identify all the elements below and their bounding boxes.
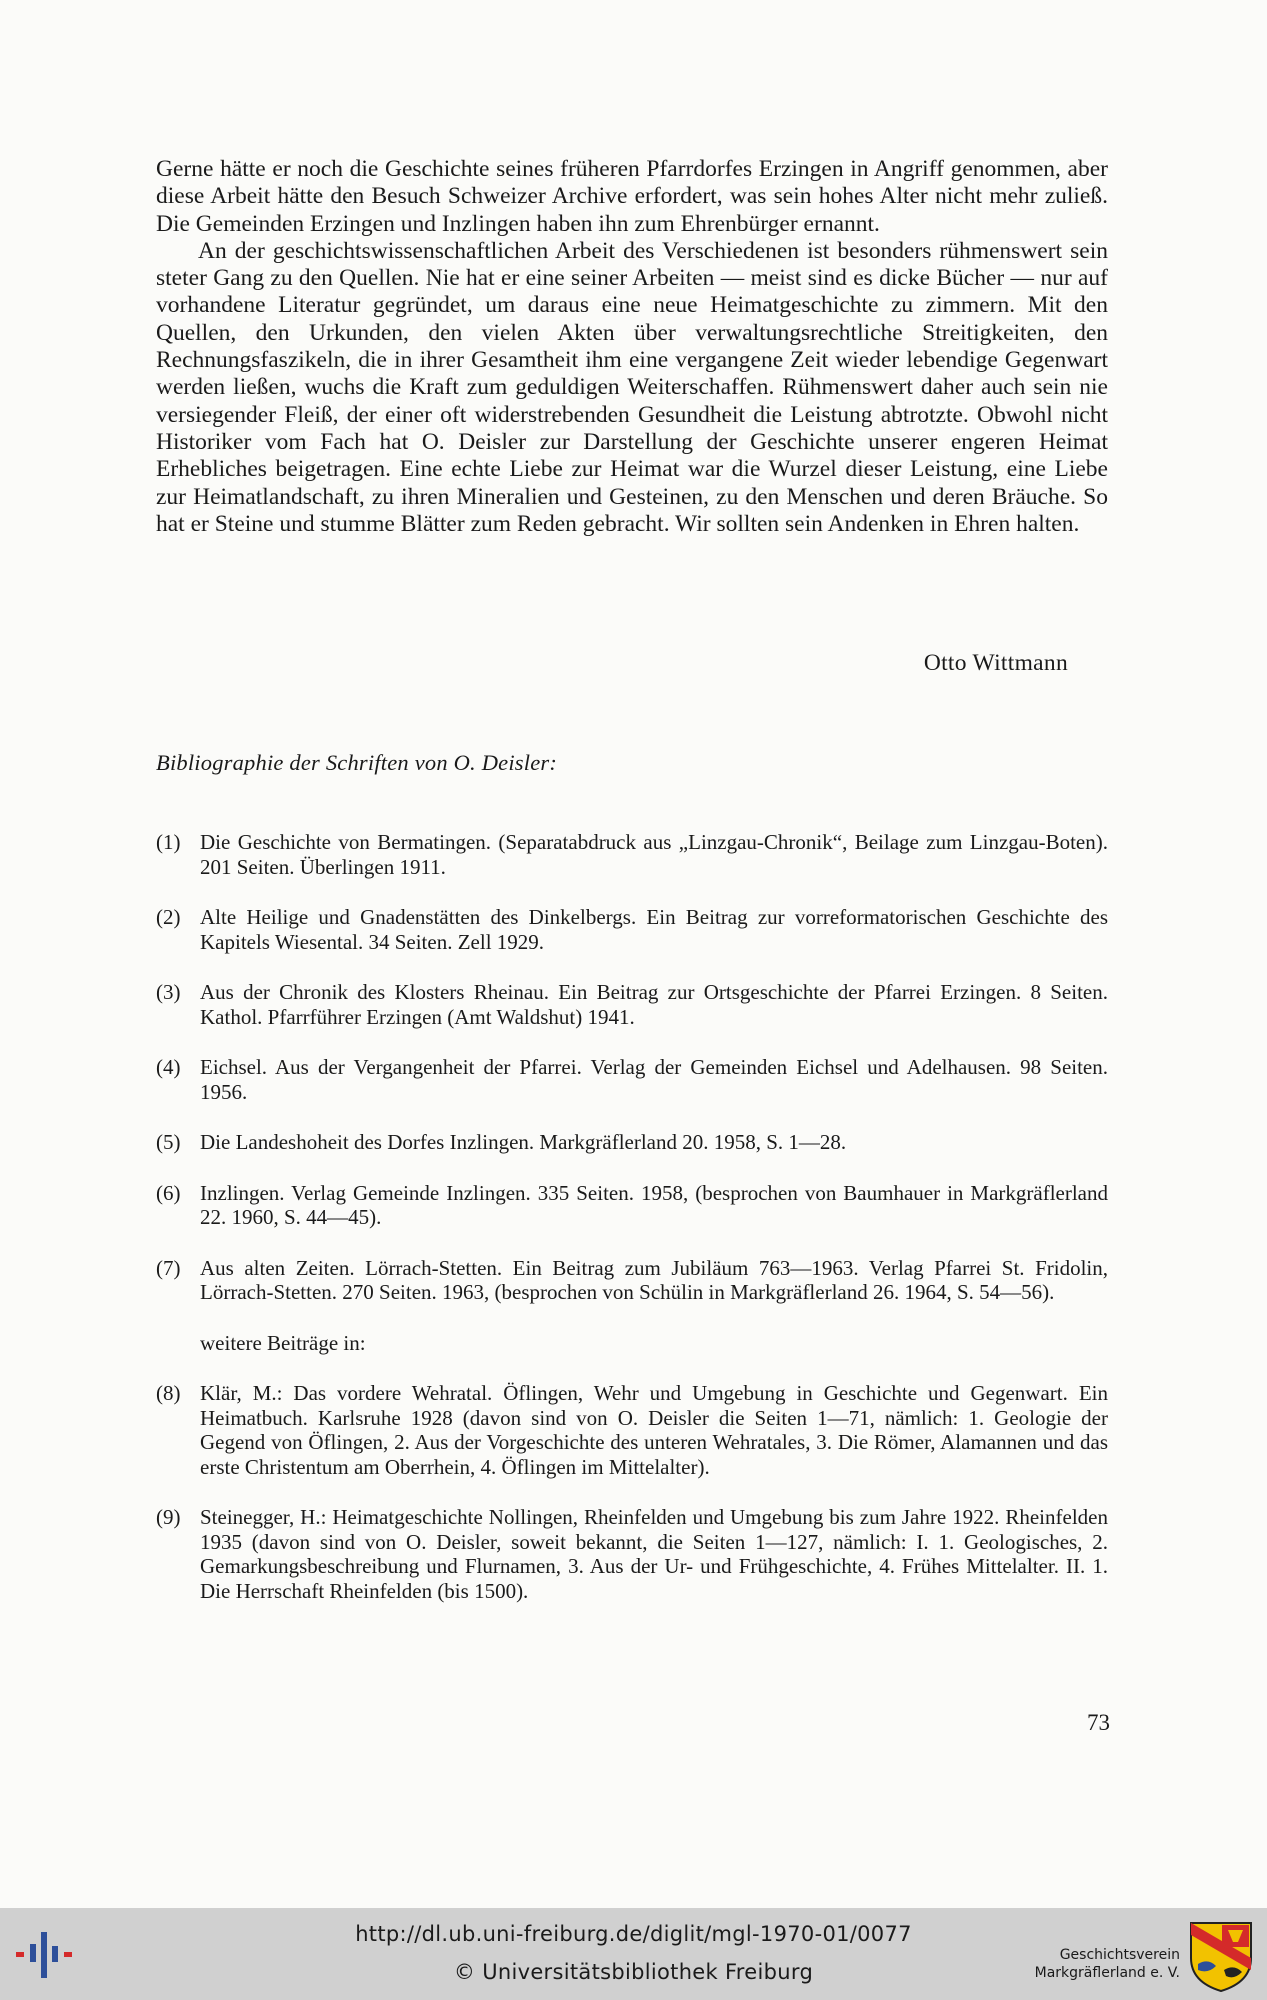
bibliography-heading: Bibliographie der Schriften von O. Deisler: (156, 750, 558, 775)
viewer-footer (0, 1908, 1267, 2000)
society-line-1: Geschichtsverein (1059, 1947, 1180, 1963)
paragraph-2: An der geschichtswissenschaftlichen Arbeit des Verschiedenen ist besonders rühmenswert sein steter Gang zu den Quellen. Nie hat er eine seiner Arbeiten — meist sind es dicke Bücher — nur auf vorhandene Literatur gegründet, um daraus eine neue Heimatgeschichte zu zimmern. Mit den Quellen, den Urkunden, den vielen Akten über verwaltungsrechtliche Streitigkeiten, den Rechnungsfaszikeln, die in ihrer Gesamtheit ihm eine vergangene Zeit wieder lebendige Gegenwart werden ließen, wuchs die Kraft zum geduldigen Weiterschaffen. Rühmenswert daher auch sein nie versiegender Fleiß, der einer oft widerstrebenden Gesundheit die Leistung abtrotzte. Obwohl nicht Historiker vom Fach hat O. Deisler zur Darstellung der Geschichte unserer engeren Heimat Erhebliches beigetragen. Eine echte Liebe zur Heimat war die Wurzel dieser Leistung, eine Liebe zur Heimatlandschaft, zu ihren Mineralien und Gesteinen, zu den Menschen und deren Bräuche. So hat er Steine und stumme Blätter zum Reden gebracht. Wir sollten sein Andenken in Ehren halten. (156, 237, 1108, 537)
bibliography-entry (156, 830, 1108, 879)
bibliography-entry (156, 1505, 1108, 1603)
entry-number: (5) (156, 1130, 181, 1154)
entry-text: Inzlingen. Verlag Gemeinde Inzlingen. 335 Seiten. 1958, (besprochen von Baumhauer in Markgräflerland 22. 1960, S. 44—45). (200, 1180, 1108, 1229)
coat-of-arms-icon (1188, 1920, 1254, 1994)
bibliography-subheading: weitere Beiträge in: (200, 1330, 366, 1355)
society-line-2: Markgräflerland e. V. (1034, 1965, 1180, 1981)
entry-number: (9) (156, 1505, 181, 1529)
paragraph-1: Gerne hätte er noch die Geschichte seines früheren Pfarrdorfes Erzingen in Angriff genommen, aber diese Arbeit hätte den Besuch Schweizer Archive erfordert, was sein hohes Alter nicht mehr zuließ. Die Gemeinden Erzingen und Inzlingen haben ihn zum Ehrenbürger ernannt. (156, 156, 1108, 237)
bibliography-entry (156, 1130, 1108, 1155)
bibliography-list (156, 830, 1108, 1629)
document-url[interactable]: http://dl.ub.uni-freiburg.de/diglit/mgl-1970-01/0077 (355, 1922, 912, 1946)
bibliography-entry (156, 1381, 1108, 1479)
entry-text: Aus alten Zeiten. Lörrach-Stetten. Ein Beitrag zum Jubiläum 763—1963. Verlag Pfarrei St. Fridolin, Lörrach-Stetten. 270 Seiten. 1963, (besprochen von Schülin in Markgräflerland 26. 1964, S. 54—56). (200, 1255, 1108, 1304)
author-signature: Otto Wittmann (923, 650, 1068, 676)
entry-number: (8) (156, 1381, 181, 1405)
bibliography-entry (156, 1055, 1108, 1104)
entry-text: Die Landeshoheit des Dorfes Inzlingen. Markgräflerland 20. 1958, S. 1—28. (200, 1130, 847, 1154)
bibliography-entry (156, 1256, 1108, 1305)
entry-text: Aus der Chronik des Klosters Rheinau. Ein Beitrag zur Ortsgeschichte der Pfarrei Erzingen. 8 Seiten. Kathol. Pfarrführer Erzingen (Amt Waldshut) 1941. (200, 980, 1108, 1029)
entry-text: Klär, M.: Das vordere Wehratal. Öflingen, Wehr und Umgebung in Geschichte und Gegenwart. Ein Heimatbuch. Karlsruhe 1928 (davon sind von O. Deisler die Seiten 1—71, nämlich: 1. Geologie der Gegend von Öflingen, 2. Aus der Vorgeschichte des unteren Wehratales, 3. Die Römer, Alamannen und das erste Christentum am Oberrhein, 4. Öflingen im Mittelalter). (200, 1381, 1108, 1479)
entry-text: Die Geschichte von Bermatingen. (Separatabdruck aus „Linzgau-Chronik“, Beilage zum Linzgau-Boten). 201 Seiten. Überlingen 1911. (200, 830, 1108, 879)
entry-text: Steinegger, H.: Heimatgeschichte Nollingen, Rheinfelden und Umgebung bis zum Jahre 1922. Rheinfelden 1935 (davon sind von O. Deisler, soweit bekannt, die Seiten 1—127, nämlich: I. 1. Geologisches, 2. Gemarkungsbeschreibung und Flurnamen, 3. Aus der Ur- und Frühgeschichte, 4. Frühes Mittelalter. II. 1. Die Herrschaft Rheinfelden (bis 1500). (200, 1505, 1108, 1603)
entry-number: (7) (156, 1255, 181, 1280)
bibliography-entry (156, 980, 1108, 1029)
entry-number: (4) (156, 1055, 181, 1079)
bibliography-entry (156, 905, 1108, 954)
entry-number: (2) (156, 905, 181, 929)
copyright-notice: © Universitätsbibliothek Freiburg (453, 1960, 814, 1984)
article-text (156, 156, 1108, 538)
entry-number: (6) (156, 1180, 181, 1205)
entry-text: Alte Heilige und Gnadenstätten des Dinkelbergs. Ein Beitrag zur vorreformatorischen Geschichte des Kapitels Wiesental. 34 Seiten. Zell 1929. (200, 905, 1108, 954)
society-name (1000, 1946, 1180, 1982)
entry-number: (1) (156, 830, 181, 854)
page-number: 73 (1087, 1710, 1110, 1735)
entry-number: (3) (156, 980, 181, 1004)
entry-text: Eichsel. Aus der Vergangenheit der Pfarrei. Verlag der Gemeinden Eichsel und Adelhausen. 98 Seiten. 1956. (200, 1055, 1108, 1104)
bibliography-entry (156, 1181, 1108, 1230)
